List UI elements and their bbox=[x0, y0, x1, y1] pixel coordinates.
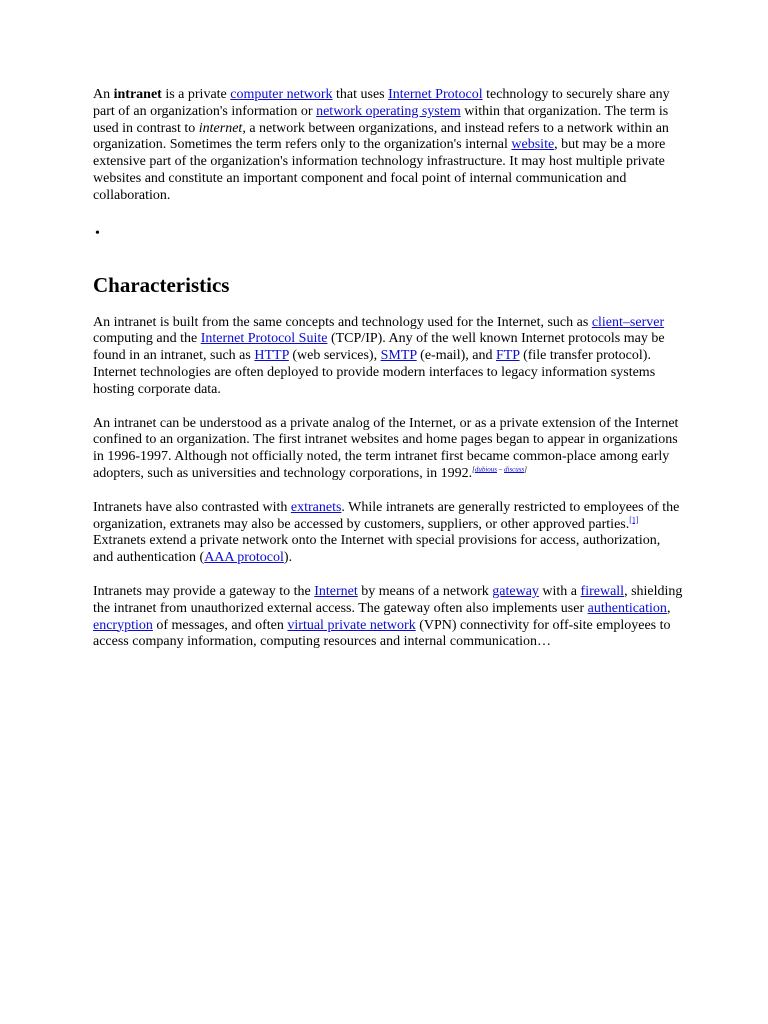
text: (e-mail), and bbox=[416, 348, 496, 364]
text: with a bbox=[538, 583, 581, 599]
link-discuss[interactable]: discuss bbox=[504, 465, 525, 474]
paragraph-3 bbox=[93, 500, 683, 567]
citation-needed bbox=[472, 465, 527, 473]
text: computing and the bbox=[93, 331, 201, 347]
link-dubious[interactable]: dubious bbox=[474, 465, 497, 474]
paragraph-4 bbox=[93, 584, 683, 651]
link-internet-protocol-suite[interactable]: Internet Protocol Suite bbox=[200, 331, 328, 347]
text: , bbox=[666, 600, 671, 616]
bracket: [ bbox=[472, 465, 475, 474]
section-heading: Characteristics bbox=[93, 272, 230, 297]
bracket: ] bbox=[524, 465, 527, 474]
text: of messages, and often bbox=[152, 617, 288, 633]
text: , but may be a more extensive part of the organization's information technology infrastructure. It may host multiple private websites and constitute an important component and focal point of internal communication and collaboration. bbox=[93, 137, 666, 203]
link-firewall[interactable]: firewall bbox=[580, 583, 625, 599]
link-extranets[interactable]: extranets bbox=[290, 499, 342, 515]
link-encryption[interactable]: encryption bbox=[93, 617, 153, 633]
link-citation-1[interactable]: [1] bbox=[629, 514, 639, 524]
paragraph-1 bbox=[93, 315, 683, 399]
link-authentication[interactable]: authentication bbox=[587, 600, 667, 616]
link-ftp[interactable]: FTP bbox=[495, 348, 520, 364]
empty-bullet-item bbox=[93, 226, 683, 243]
text: (file transfer protocol). Internet technologies are often deployed to provide modern interfaces to legacy information systems hosting corporate data. bbox=[93, 348, 656, 397]
text: Extranets extend a private network onto the Internet with special provisions for access, authorization, and authentication ( bbox=[93, 533, 661, 566]
dash: – bbox=[497, 465, 504, 474]
term-italic: internet bbox=[198, 120, 243, 136]
text: technology to securely share any part of an organization's information or bbox=[93, 87, 670, 119]
link-network-operating-system[interactable]: network operating system bbox=[316, 103, 461, 119]
text: . While intranets are generally restricted to employees of the organization, extranets may also be accessed by customers, suppliers, or other approved parties. bbox=[93, 499, 680, 532]
text: Intranets have also contrasted with bbox=[93, 499, 291, 515]
link-website[interactable]: website bbox=[511, 137, 555, 153]
bullet-icon: • bbox=[95, 225, 100, 241]
text: (TCP/IP). Any of the well known Internet protocols may be found in an intranet, such as bbox=[93, 331, 665, 364]
article-body bbox=[93, 87, 683, 651]
text: that uses bbox=[332, 87, 389, 102]
text: An intranet can be understood as a private analog of the Internet, or as a private extension of the Internet confined to an organization. The first intranet websites and home pages began to appear in organizations in 1996-1997. Although not officially noted, the term intranet first became common-place among early adopters, such as universities and technology corporations, in 1992. bbox=[93, 415, 679, 481]
text: An intranet is built from the same concepts and technology used for the Internet, such as bbox=[93, 314, 592, 330]
link-client-server[interactable]: client–server bbox=[591, 314, 665, 330]
link-internet[interactable]: Internet bbox=[314, 583, 358, 599]
text: within that organization. The term is used in contrast to bbox=[93, 103, 669, 136]
paragraph-2 bbox=[93, 416, 683, 483]
text: (web services), bbox=[288, 348, 381, 364]
citation-1[interactable] bbox=[629, 515, 638, 524]
link-http[interactable]: HTTP bbox=[254, 348, 289, 364]
text: ). bbox=[283, 550, 293, 566]
link-smtp[interactable]: SMTP bbox=[380, 348, 417, 364]
term-bold: intranet bbox=[113, 87, 162, 102]
text: (VPN) connectivity for off-site employees to access company information, computing resources and internal communication… bbox=[93, 617, 671, 650]
link-computer-network[interactable]: computer network bbox=[230, 87, 333, 102]
text: , a network between organizations, and instead refers to a network within an organization. Sometimes the term refers only to the organization's internal bbox=[93, 120, 669, 153]
link-gateway[interactable]: gateway bbox=[492, 583, 539, 599]
text: , shielding the intranet from unauthorized external access. The gateway often also implements user bbox=[93, 583, 683, 616]
text: Intranets may provide a gateway to the bbox=[93, 583, 315, 599]
text: is a private bbox=[161, 87, 231, 102]
intro-paragraph bbox=[93, 87, 683, 205]
text: An bbox=[93, 87, 114, 102]
link-aaa-protocol[interactable]: AAA protocol bbox=[204, 550, 284, 566]
text: by means of a network bbox=[357, 583, 493, 599]
link-internet-protocol[interactable]: Internet Protocol bbox=[388, 87, 483, 102]
link-virtual-private-network[interactable]: virtual private network bbox=[287, 617, 416, 633]
